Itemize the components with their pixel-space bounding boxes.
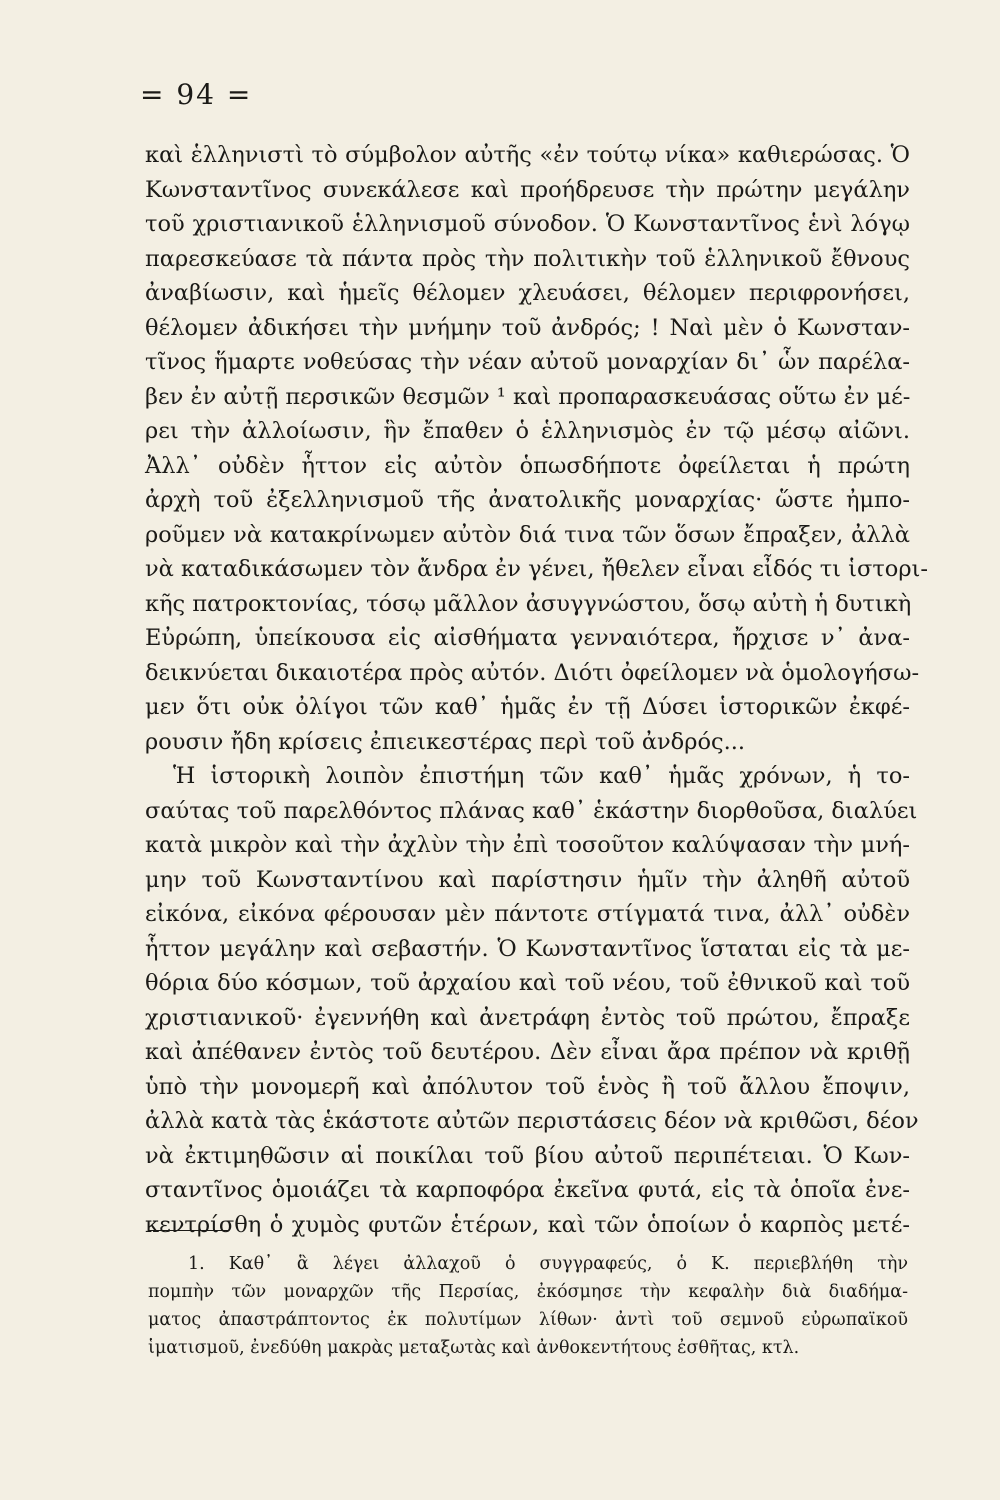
text-line: κατὰ μικρὸν καὶ τὴν ἀχλὺν τὴν ἐπὶ τοσοῦτον καλύψασαν τὴν μνή- [145,832,910,858]
text-line: ὑπὸ τὴν μονομερῆ καὶ ἀπόλυτον τοῦ ἑνὸς ἢ τοῦ ἄλλου ἔποψιν, [145,1073,910,1100]
text-line: ροῦμεν νὰ κατακρίνωμεν αὐτὸν διά τινα τῶν ὅσων ἔπραξεν, ἀλλὰ [145,521,910,548]
text-line: καὶ ἑλληνιστὶ τὸ σύμβολον αὐτῆς «ἐν τούτῳ νίκα» καθιερώσας. Ὁ [145,142,910,168]
text-line: χριστιανικοῦ· ἐγεννήθη καὶ ἀνετράφη ἐντὸς τοῦ πρώτου, ἔπραξε [145,1004,910,1031]
text-line: Ἀλλ᾿ οὐδὲν ἧττον εἰς αὐτὸν ὁπωσδήποτε ὀφείλεται ἡ πρώτη [145,452,910,479]
text-line: νὰ καταδικάσωμεν τὸν ἄνδρα ἐν γένει, ἤθελεν εἶναι εἶδός τι ἱστορι- [145,556,928,582]
text-line: μην τοῦ Κωνσταντίνου καὶ παρίστησιν ἡμῖν τὴν ἀληθῆ αὐτοῦ [145,866,910,893]
text-line: ἀναβίωσιν, καὶ ἡμεῖς θέλομεν χλευάσει, θέλομεν περιφρονήσει, [145,280,910,306]
footnote-line: πομπὴν τῶν μοναρχῶν τῆς Περσίας, ἐκόσμησε τὴν κεφαλὴν διὰ διαδήμα- [148,1282,908,1302]
text-line: νὰ ἐκτιμηθῶσιν αἱ ποικίλαι τοῦ βίου αὐτοῦ περιπέτειαι. Ὁ Κων- [145,1142,910,1169]
text-line: Εὐρώπη, ὑπείκουσα εἰς αἰσθήματα γενναιότερα, ἤρχισε ν᾿ ἀνα- [145,625,910,651]
text-line: ρουσιν ἤδη κρίσεις ἐπιεικεστέρας περὶ τοῦ ἀνδρός... [145,728,746,755]
text-line: παρεσκεύασε τὰ πάντα πρὸς τὴν πολιτικὴν τοῦ ἑλληνικοῦ ἔθνους [145,245,910,272]
text-line: Ἡ ἱστορικὴ λοιπὸν ἐπιστήμη τῶν καθ᾿ ἡμᾶς χρόνων, ἡ το- [173,763,910,789]
footnote-line: ματος ἀπαστράπτοντος ἐκ πολυτίμων λίθων· ἀντὶ τοῦ σεμνοῦ εὐρωπαϊκοῦ [148,1310,908,1330]
text-line: θέλομεν ἀδικήσει τὴν μνήμην τοῦ ἀνδρός; ! Ναὶ μὲν ὁ Κωνσταν- [145,314,910,341]
text-line: κεντρίσθη ὁ χυμὸς φυτῶν ἑτέρων, καὶ τῶν ὁποίων ὁ καρπὸς μετέ- [145,1211,910,1238]
text-line: δεικνύεται δικαιοτέρα πρὸς αὐτόν. Διότι ὀφείλομεν νὰ ὁμολογήσω- [145,659,920,686]
page-number: = 94 = [140,78,253,111]
footnote-line: 1. Καθ᾿ ἃ λέγει ἀλλαχοῦ ὁ συγγραφεύς, ὁ Κ. περιεβλήθη τὴν [188,1254,908,1274]
text-line: καὶ ἀπέθανεν ἐντὸς τοῦ δευτέρου. Δὲν εἶναι ἄρα πρέπον νὰ κριθῇ [145,1039,910,1065]
text-line: σταντῖνος ὁμοιάζει τὰ καρποφόρα ἐκεῖνα φυτά, εἰς τὰ ὁποῖα ἐνε- [145,1177,910,1203]
footnotes [148,1250,908,1362]
text-line: ρει τὴν ἀλλοίωσιν, ἣν ἔπαθεν ὁ ἑλληνισμὸς ἐν τῷ μέσῳ αἰῶνι. [145,418,910,444]
text-line: εἰκόνα, εἰκόνα φέρουσαν μὲν πάντοτε στίγματά τινα, ἀλλ᾿ οὐδὲν [145,901,910,927]
text-line: ἀλλὰ κατὰ τὰς ἑκάστοτε αὐτῶν περιστάσεις δέον νὰ κριθῶσι, δέον [145,1108,919,1134]
text-line: μεν ὅτι οὐκ ὀλίγοι τῶν καθ᾿ ἡμᾶς ἐν τῇ Δύσει ἱστορικῶν ἐκφέ- [145,694,910,720]
text-line: Κωνσταντῖνος συνεκάλεσε καὶ προήδρευσε τὴν πρώτην μεγάλην [145,176,910,203]
body-text [145,138,928,1242]
text-line: θόρια δύο κόσμων, τοῦ ἀρχαίου καὶ τοῦ νέου, τοῦ ἐθνικοῦ καὶ τοῦ [145,970,910,996]
text-line: βεν ἐν αὐτῇ περσικῶν θεσμῶν ¹ καὶ προπαρασκευάσας οὕτω ἐν μέ- [145,383,911,410]
text-line: ἀρχὴ τοῦ ἐξελληνισμοῦ τῆς ἀνατολικῆς μοναρχίας· ὥστε ἠμπο- [145,487,910,513]
text-line: ἧττον μεγάλην καὶ σεβαστήν. Ὁ Κωνσταντῖνος ἵσταται εἰς τὰ με- [145,935,910,962]
text-line: τοῦ χριστιανικοῦ ἑλληνισμοῦ σύνοδον. Ὁ Κωνσταντῖνος ἑνὶ λόγῳ [145,211,910,237]
text-line: τῖνος ἥμαρτε νοθεύσας τὴν νέαν αὐτοῦ μοναρχίαν δι᾿ ὧν παρέλα- [145,349,910,375]
footnote-line: ἱματισμοῦ, ἐνεδύθη μακρὰς μεταξωτὰς καὶ ἀνθοκεντήτους ἐσθῆτας, κτλ. [148,1338,800,1358]
footnote-divider [148,1230,228,1231]
text-line: κῆς πατροκτονίας, τόσῳ μᾶλλον ἀσυγγνώστου, ὅσῳ αὐτὴ ἡ δυτικὴ [145,590,912,617]
text-line: σαύτας τοῦ παρελθόντος πλάνας καθ᾿ ἑκάστην διορθοῦσα, διαλύει [145,797,918,824]
